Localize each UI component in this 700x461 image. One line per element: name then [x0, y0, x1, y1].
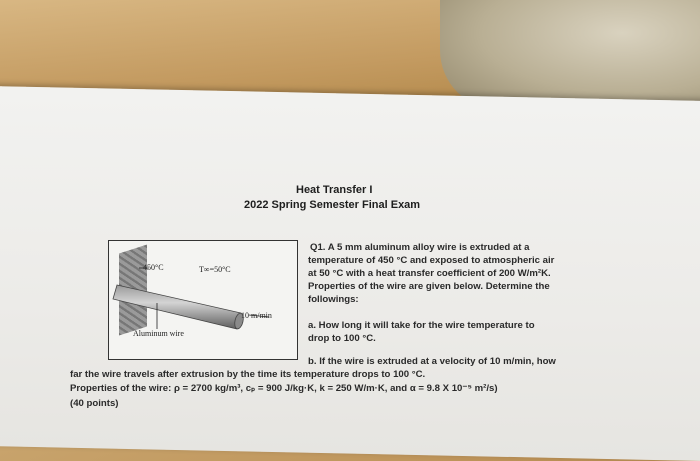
question-line-2: temperature of 450 °C and exposed to atmospheric air — [308, 255, 555, 266]
base-temperature-label: 450°C — [143, 263, 164, 272]
speed-label: 10 m/min — [241, 311, 272, 320]
background-cloth — [440, 0, 700, 110]
question-line-5: followings: — [308, 294, 359, 305]
part-a-line-2: drop to 100 °C. — [308, 333, 376, 344]
part-b-line-1: b. If the wire is extruded at a velocity of 10 m/min, how — [308, 356, 556, 367]
question-line-4: Properties of the wire are given below. Determine the — [308, 281, 550, 292]
ambient-temperature-label: T∞=50°C — [199, 265, 231, 274]
part-b-line-2: far the wire travels after extrusion by the time its temperature drops to 100 °C. — [70, 369, 426, 380]
course-title: Heat Transfer I — [296, 184, 373, 196]
question-line-3: at 50 °C with a heat transfer coefficient of 200 W/m²K. — [308, 268, 551, 279]
points-label: (40 points) — [70, 398, 119, 409]
wire-label: Aluminum wire — [133, 329, 184, 338]
question-line-1: Q1. A 5 mm aluminum alloy wire is extruded at a — [310, 242, 530, 253]
exam-title: 2022 Spring Semester Final Exam — [244, 199, 421, 211]
part-a-line-1: a. How long it will take for the wire temperature to — [308, 320, 535, 331]
wire-drawing — [109, 241, 297, 359]
wire-figure — [108, 240, 298, 360]
properties-line: Properties of the wire: ρ = 2700 kg/m³, cₚ = 900 J/kg·K, k = 250 W/m·K, and α = 9.8 X 10⁻⁵ m²/s) — [70, 383, 498, 394]
